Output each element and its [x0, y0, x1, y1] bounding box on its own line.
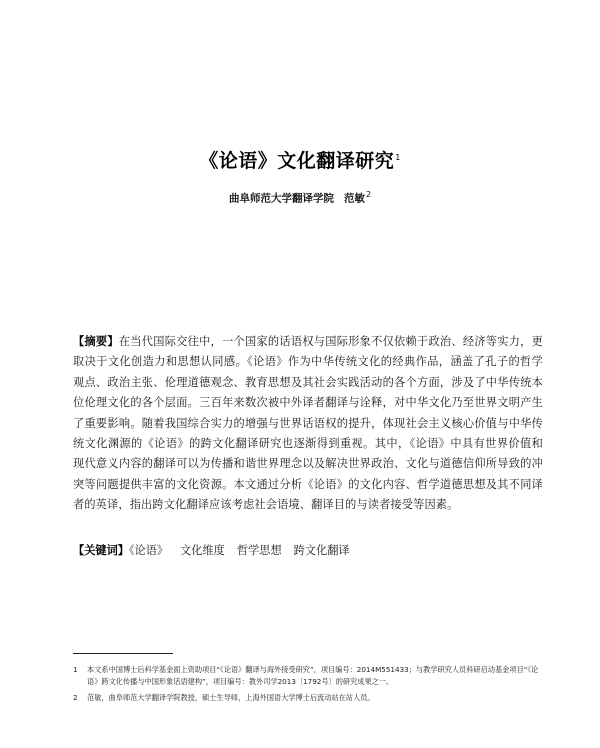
author-footnote-marker: 2: [365, 190, 372, 199]
keywords-label: 【关键词】: [73, 544, 129, 557]
author-line: [0, 190, 600, 206]
author-affiliation: 曲阜师范大学翻译学院: [228, 192, 334, 205]
footnote-number: 2: [73, 693, 78, 702]
footnote-number: 1: [73, 665, 78, 674]
footnote-divider: [73, 653, 173, 654]
title-footnote-marker: 1: [395, 152, 401, 162]
footnote-text: 本文系中国博士后科学基金面上资助项目“《论语》翻译与海外接受研究”，项目编号：2014M551433；与教学研究人员科研启动基金项目“《论语》跨文化传播与中国形象话语建构”，项目编号：教外司学2013〔1792号〕的研究成果之一。: [87, 665, 539, 686]
footnote-text: 范敏，曲阜师范大学翻译学院教授，硕士生导师，上海外国语大学博士后流动站在站人员。: [87, 693, 375, 702]
keyword: 哲学思想: [236, 544, 282, 557]
paper-title-text: 《论语》文化翻译研究: [199, 150, 395, 172]
author-name: 范敏: [343, 192, 365, 205]
abstract-text: 在当代国际交往中，一个国家的话语权与国际形象不仅依赖于政治、经济等实力，更取决于文化创造力和思想认同感。《论语》作为中华传统文化的经典作品，涵盖了孔子的哲学观点、政治主张、伦理道德观念、教育思想及其社会实践活动的各个方面，涉及了中华传统本位伦理文化的各个层面。三百年来数次被中外译者翻译与诠释，对中华文化乃至世界文明产生了重要影响。随着我国综合实力的增强与世界话语权的提升，体现社会主义核心价值与中华传统文化渊源的《论语》的跨文化翻译研究也逐渐得到重视。其中，《论语》中具有世界价值和现代意义内容的翻译可以为传播和谐世界理念以及解决世界政治、文化与道德信仰所导致的冲突等问题提供丰富的文化资源。本文通过分析《论语》的文化内容、哲学道德思想及其不同译者的英译，指出跨文化翻译应该考虑社会语境、翻译目的与读者接受等因素。: [73, 335, 543, 512]
abstract-paragraph: [73, 332, 543, 516]
keywords-line: [73, 541, 543, 561]
keyword: 文化维度: [180, 544, 225, 557]
footnotes: [73, 664, 543, 708]
footnote: [73, 664, 543, 688]
abstract-label: 【摘要】: [73, 335, 119, 348]
footnote: [73, 692, 543, 704]
keyword: 跨文化翻译: [293, 544, 350, 557]
paper-title: [0, 146, 600, 173]
keyword: 《论语》: [128, 544, 169, 557]
